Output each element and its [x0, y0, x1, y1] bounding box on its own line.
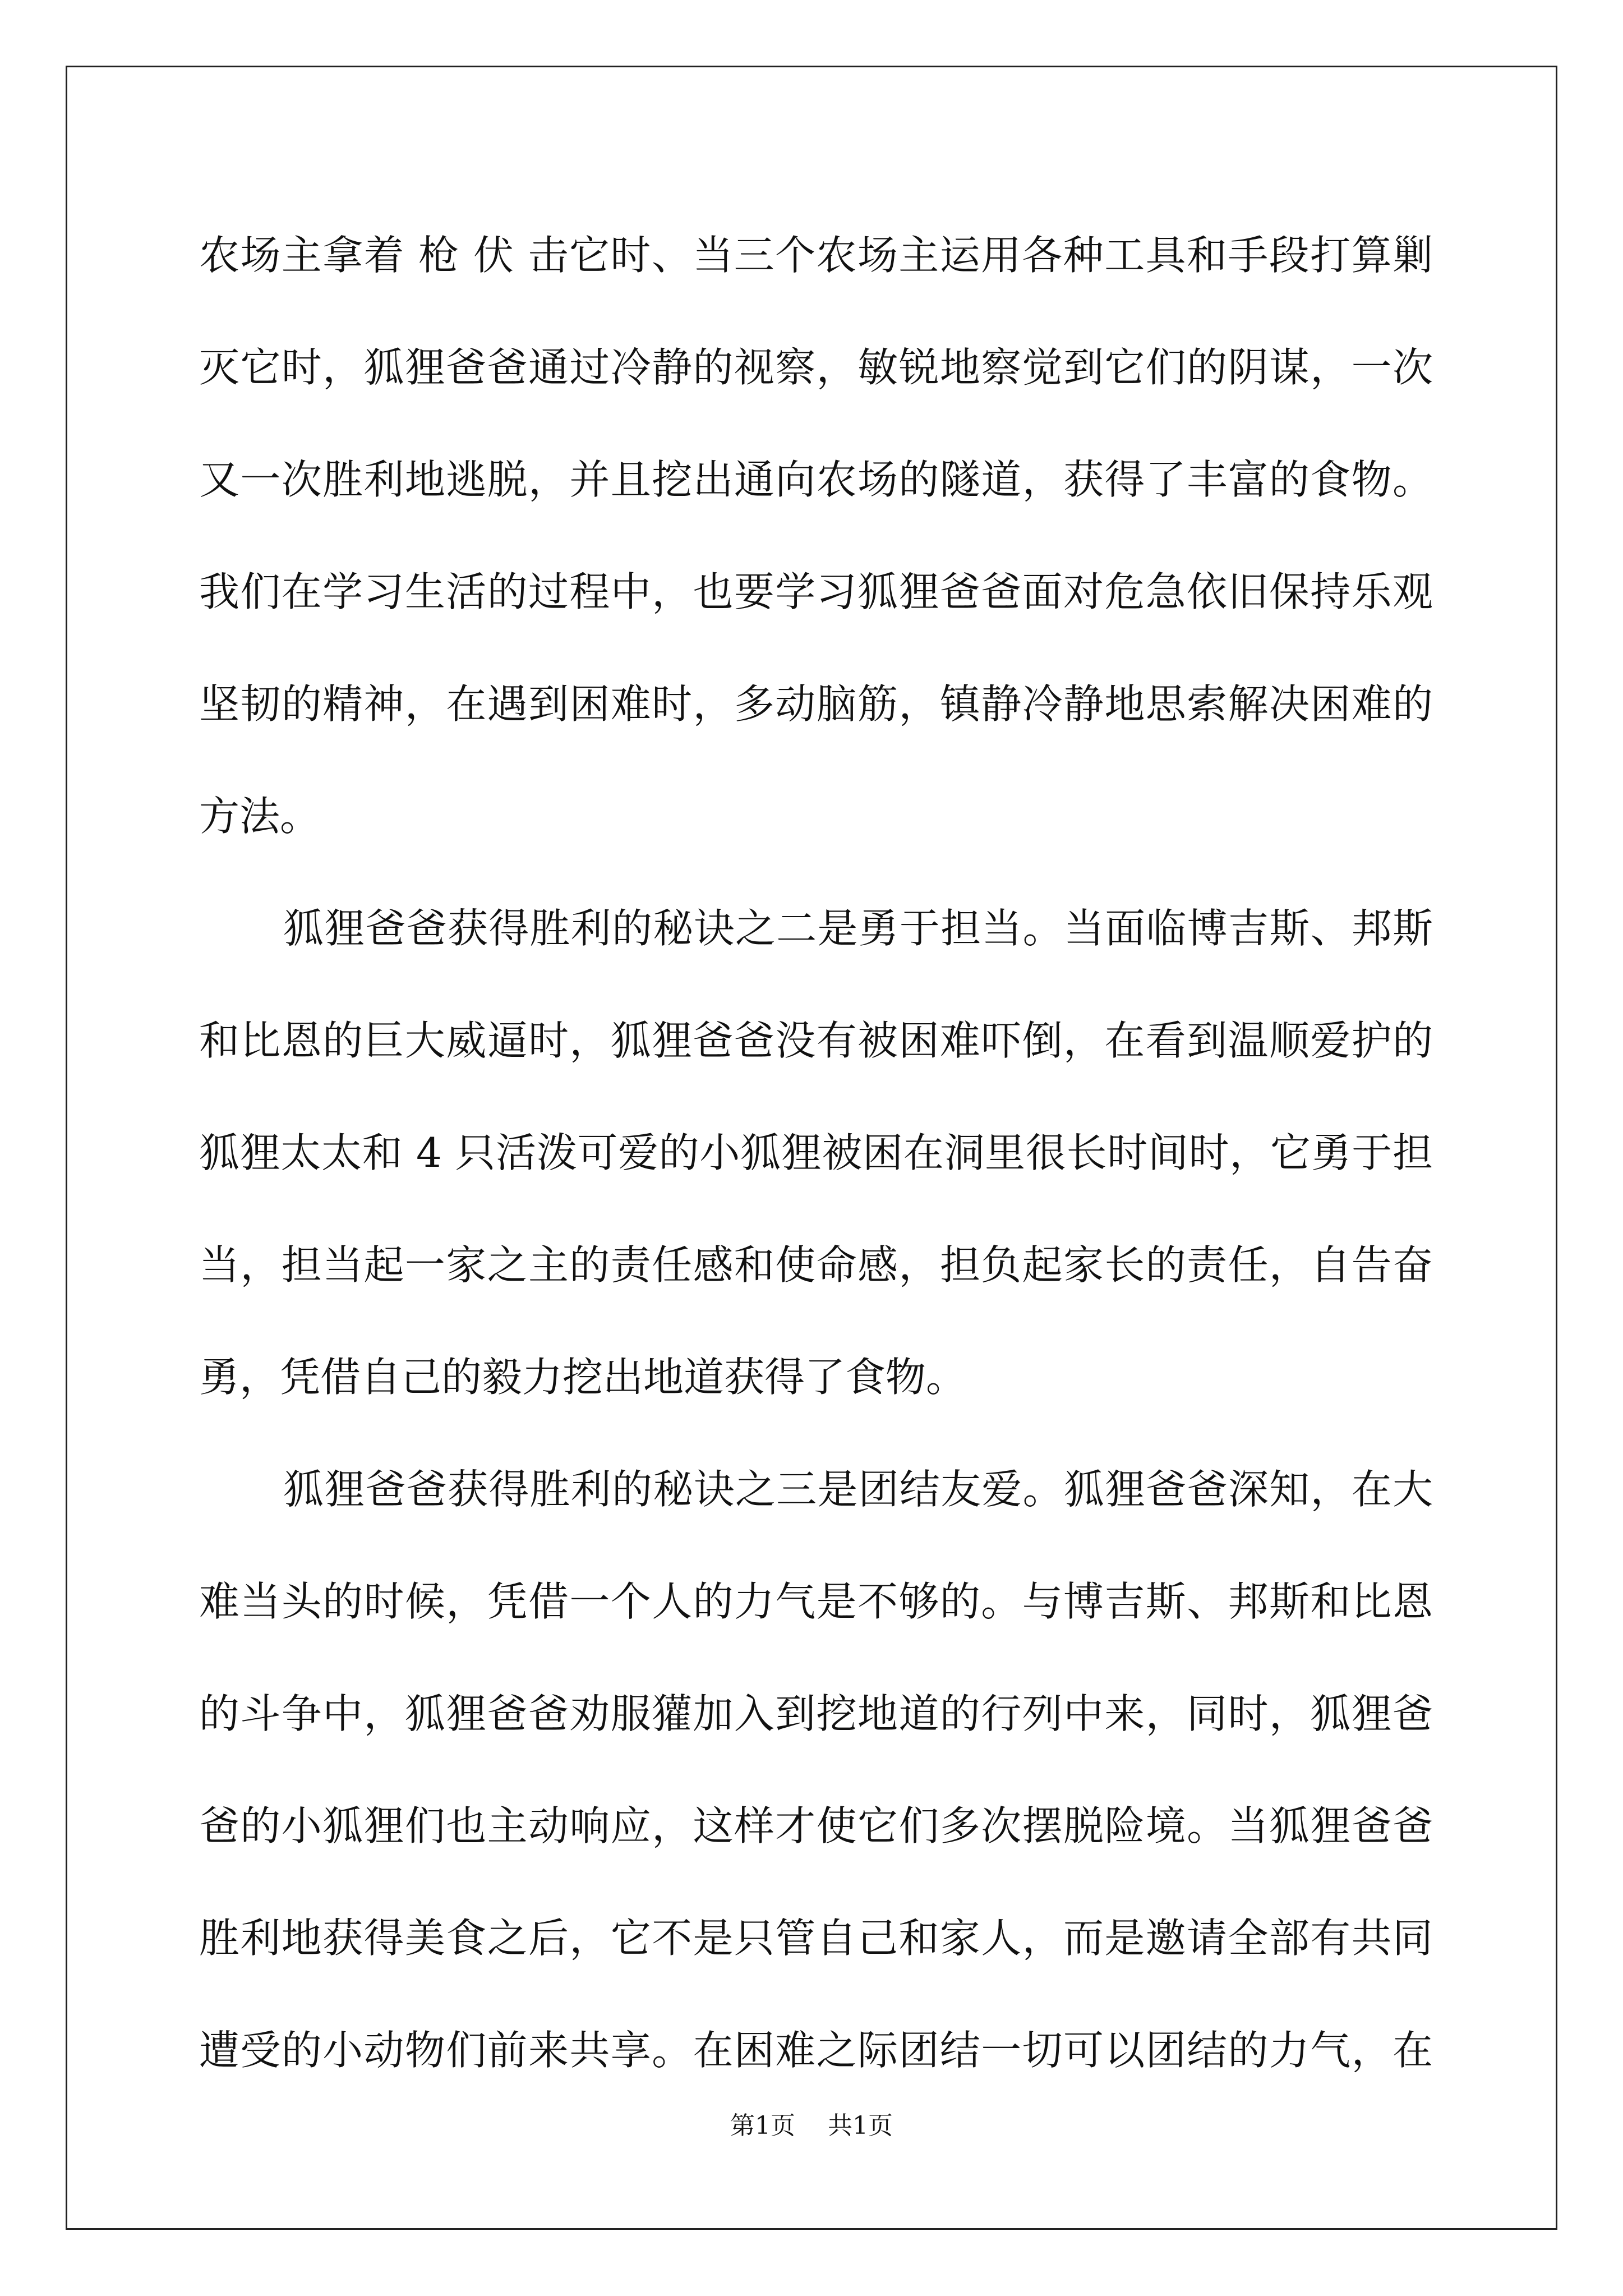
paragraph-first-line: 狐狸爸爸获得胜利的秘诀之三是团结友爱。狐狸爸爸深知，在大 [283, 1466, 1433, 1513]
text-line: 难当头的时候，凭借一个人的力气是不够的。与博吉斯、邦斯和比恩 [199, 1578, 1433, 1625]
document-body [199, 199, 1433, 2106]
text-line: 的斗争中，狐狸爸爸劝服獾加入到挖地道的行列中来，同时，狐狸爸 [199, 1690, 1433, 1737]
page-total: 共1页 [828, 2111, 893, 2140]
text-line: 农场主拿着 枪 伏 击它时、当三个农场主运用各种工具和手段打算剿 [199, 232, 1433, 279]
text-line: 我们在学习生活的过程中，也要学习狐狸爸爸面对危急依旧保持乐观 [199, 568, 1433, 615]
text-line: 勇，凭借自己的毅力挖出地道获得了食物。 [199, 1354, 967, 1401]
text-line: 遭受的小动物们前来共享。在困难之际团结一切可以团结的力气，在 [199, 2027, 1433, 2074]
text-line: 方法。 [199, 793, 321, 840]
paragraph-first-line: 狐狸爸爸获得胜利的秘诀之二是勇于担当。当面临博吉斯、邦斯 [283, 905, 1433, 952]
text-line: 又一次胜利地逃脱，并且挖出通向农场的隧道，获得了丰富的食物。 [199, 456, 1433, 503]
text-line: 爸的小狐狸们也主动响应，这样才使它们多次摆脱险境。当狐狸爸爸 [199, 1802, 1433, 1849]
text-line: 坚韧的精神，在遇到困难时，多动脑筋，镇静冷静地思索解决困难的 [199, 680, 1433, 728]
text-line: 狐狸太太和 4 只活泼可爱的小狐狸被困在洞里很长时间时，它勇于担 [199, 1129, 1433, 1176]
page-footer [0, 2109, 1623, 2143]
text-line: 胜利地获得美食之后，它不是只管自己和家人，而是邀请全部有共同 [199, 1915, 1433, 1962]
text-line: 灭它时，狐狸爸爸通过冷静的视察，敏锐地察觉到它们的阴谋，一次 [199, 344, 1433, 391]
page-number: 第1页 [730, 2111, 795, 2140]
text-line: 当，担当起一家之主的责任感和使命感，担负起家长的责任，自告奋 [199, 1241, 1433, 1289]
text-line: 和比恩的巨大威逼时，狐狸爸爸没有被困难吓倒，在看到温顺爱护的 [199, 1017, 1433, 1064]
